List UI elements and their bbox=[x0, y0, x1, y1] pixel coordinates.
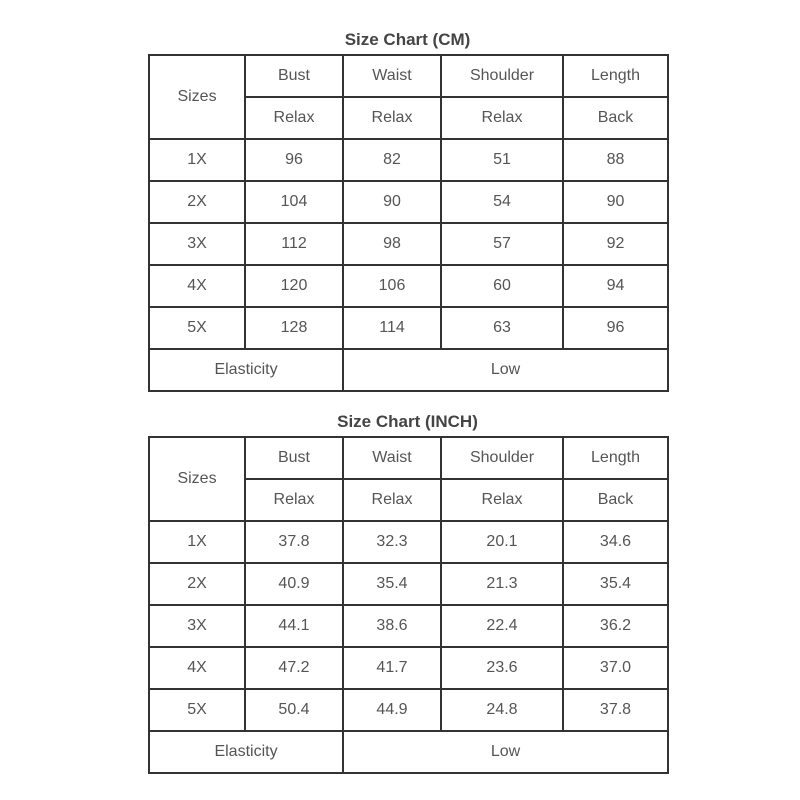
table-row bbox=[149, 307, 668, 349]
header-shoulder: Shoulder bbox=[441, 55, 563, 97]
length-cell: 94 bbox=[563, 265, 668, 307]
subheader-waist: Relax bbox=[343, 97, 441, 139]
shoulder-cell: 63 bbox=[441, 307, 563, 349]
header-waist: Waist bbox=[343, 437, 441, 479]
waist-cell: 41.7 bbox=[343, 647, 441, 689]
shoulder-cell: 54 bbox=[441, 181, 563, 223]
table-row bbox=[149, 521, 668, 563]
size-cell: 3X bbox=[149, 605, 245, 647]
shoulder-cell: 57 bbox=[441, 223, 563, 265]
elasticity-label: Elasticity bbox=[149, 731, 343, 773]
waist-cell: 98 bbox=[343, 223, 441, 265]
table-row bbox=[149, 647, 668, 689]
length-cell: 35.4 bbox=[563, 563, 668, 605]
waist-cell: 114 bbox=[343, 307, 441, 349]
length-cell: 90 bbox=[563, 181, 668, 223]
chart-title: Size Chart (CM) bbox=[344, 30, 471, 49]
length-cell: 34.6 bbox=[563, 521, 668, 563]
subheader-length: Back bbox=[563, 479, 668, 521]
table-row bbox=[149, 563, 668, 605]
length-cell: 37.8 bbox=[563, 689, 668, 731]
waist-cell: 35.4 bbox=[343, 563, 441, 605]
waist-cell: 44.9 bbox=[343, 689, 441, 731]
bust-cell: 120 bbox=[245, 265, 343, 307]
table-row bbox=[149, 689, 668, 731]
subheader-waist: Relax bbox=[343, 479, 441, 521]
waist-cell: 90 bbox=[343, 181, 441, 223]
length-cell: 92 bbox=[563, 223, 668, 265]
bust-cell: 50.4 bbox=[245, 689, 343, 731]
bust-cell: 96 bbox=[245, 139, 343, 181]
table-row bbox=[149, 223, 668, 265]
table-row bbox=[149, 139, 668, 181]
size-cell: 2X bbox=[149, 181, 245, 223]
header-waist: Waist bbox=[343, 55, 441, 97]
bust-cell: 47.2 bbox=[245, 647, 343, 689]
shoulder-cell: 22.4 bbox=[441, 605, 563, 647]
length-cell: 88 bbox=[563, 139, 668, 181]
table-row bbox=[149, 265, 668, 307]
size-cell: 5X bbox=[149, 307, 245, 349]
elasticity-value: Low bbox=[343, 731, 668, 773]
footer-row bbox=[149, 349, 668, 391]
table-row bbox=[149, 605, 668, 647]
shoulder-cell: 51 bbox=[441, 139, 563, 181]
length-cell: 36.2 bbox=[563, 605, 668, 647]
table-row bbox=[149, 181, 668, 223]
header-shoulder: Shoulder bbox=[441, 437, 563, 479]
bust-cell: 104 bbox=[245, 181, 343, 223]
shoulder-cell: 20.1 bbox=[441, 521, 563, 563]
elasticity-value: Low bbox=[343, 349, 668, 391]
sizes-header: Sizes bbox=[149, 437, 245, 521]
size-table-cm bbox=[148, 54, 669, 392]
shoulder-cell: 60 bbox=[441, 265, 563, 307]
size-cell: 5X bbox=[149, 689, 245, 731]
size-cell: 1X bbox=[149, 139, 245, 181]
chart-title: Size Chart (INCH) bbox=[337, 412, 478, 431]
footer-row bbox=[149, 731, 668, 773]
header-row bbox=[149, 55, 668, 97]
size-cell: 3X bbox=[149, 223, 245, 265]
header-length: Length bbox=[563, 55, 668, 97]
length-cell: 96 bbox=[563, 307, 668, 349]
header-length: Length bbox=[563, 437, 668, 479]
subheader-bust: Relax bbox=[245, 97, 343, 139]
shoulder-cell: 21.3 bbox=[441, 563, 563, 605]
bust-cell: 112 bbox=[245, 223, 343, 265]
waist-cell: 106 bbox=[343, 265, 441, 307]
waist-cell: 82 bbox=[343, 139, 441, 181]
size-cell: 4X bbox=[149, 265, 245, 307]
subheader-shoulder: Relax bbox=[441, 479, 563, 521]
header-bust: Bust bbox=[245, 55, 343, 97]
waist-cell: 32.3 bbox=[343, 521, 441, 563]
size-cell: 2X bbox=[149, 563, 245, 605]
shoulder-cell: 23.6 bbox=[441, 647, 563, 689]
waist-cell: 38.6 bbox=[343, 605, 441, 647]
subheader-length: Back bbox=[563, 97, 668, 139]
elasticity-label: Elasticity bbox=[149, 349, 343, 391]
size-table-inch bbox=[148, 436, 669, 774]
bust-cell: 128 bbox=[245, 307, 343, 349]
shoulder-cell: 24.8 bbox=[441, 689, 563, 731]
header-row bbox=[149, 437, 668, 479]
size-cell: 1X bbox=[149, 521, 245, 563]
subheader-shoulder: Relax bbox=[441, 97, 563, 139]
header-bust: Bust bbox=[245, 437, 343, 479]
sizes-header: Sizes bbox=[149, 55, 245, 139]
bust-cell: 40.9 bbox=[245, 563, 343, 605]
subheader-bust: Relax bbox=[245, 479, 343, 521]
bust-cell: 37.8 bbox=[245, 521, 343, 563]
size-cell: 4X bbox=[149, 647, 245, 689]
length-cell: 37.0 bbox=[563, 647, 668, 689]
bust-cell: 44.1 bbox=[245, 605, 343, 647]
